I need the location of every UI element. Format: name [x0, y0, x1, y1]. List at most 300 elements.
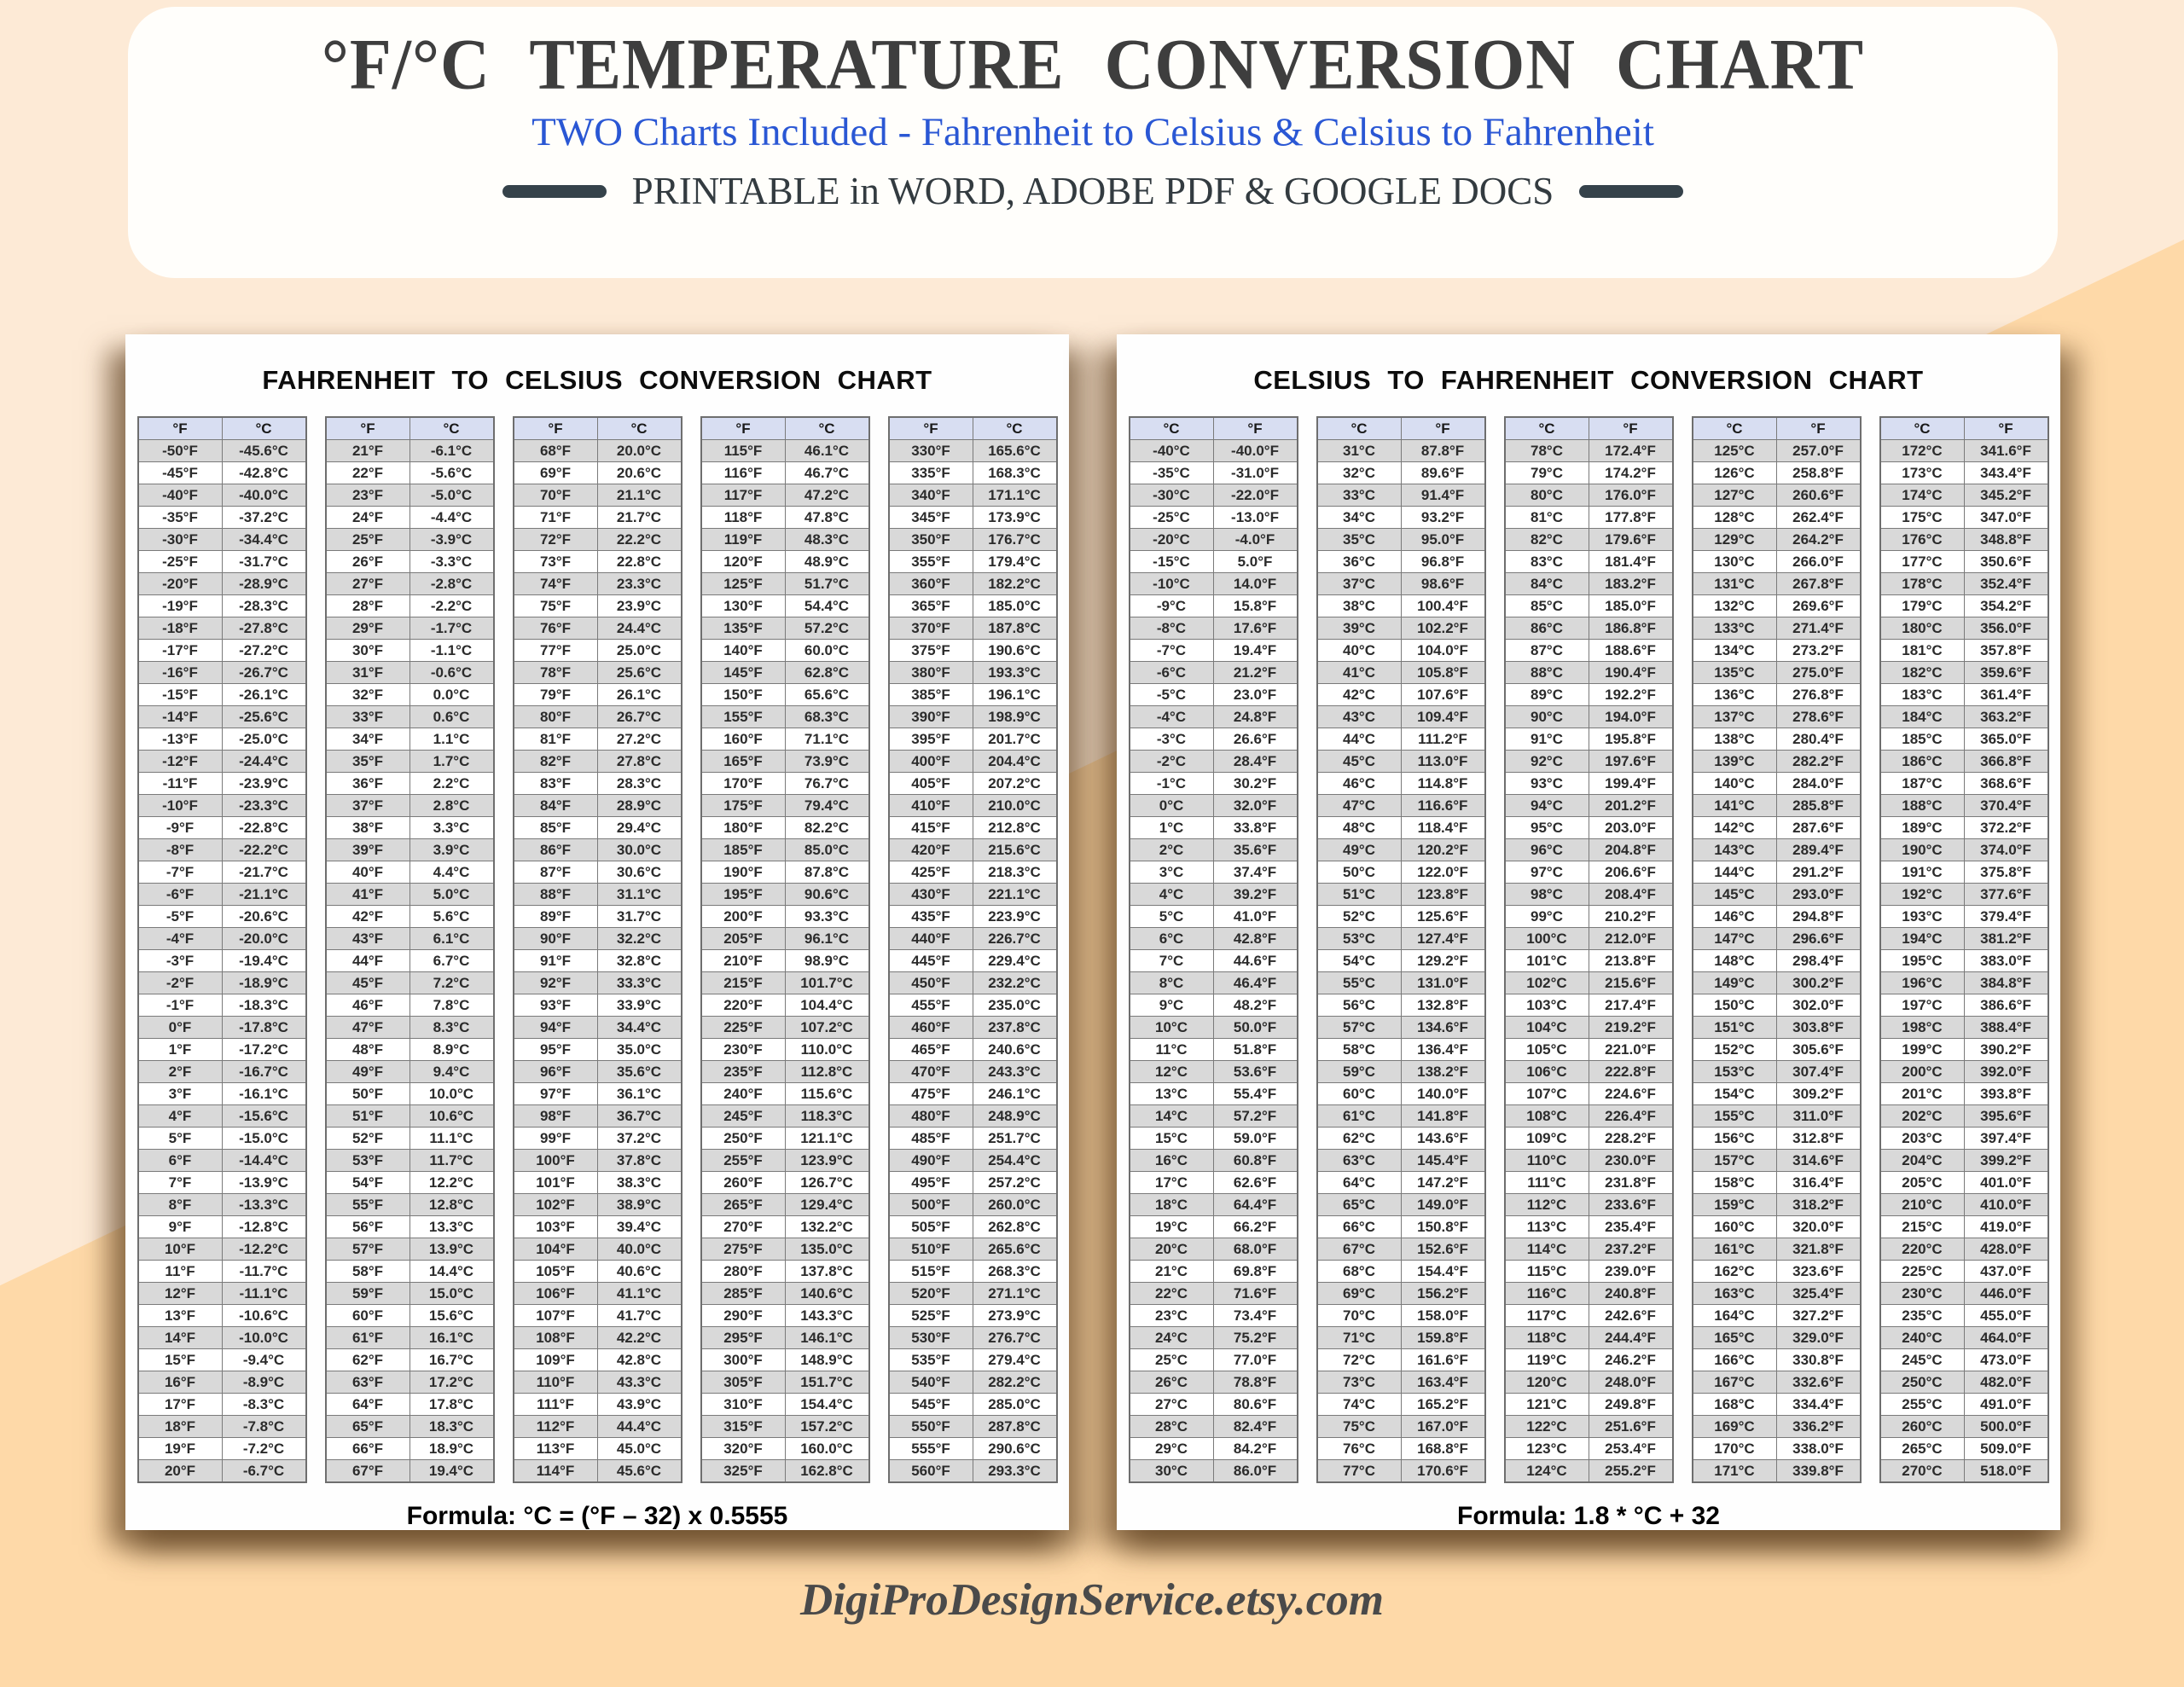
table-cell: 129.2°F: [1401, 950, 1485, 972]
conversion-table: [1879, 416, 2049, 1483]
table-cell: 395.6°F: [1964, 1105, 2048, 1128]
table-cell: 287.8°C: [973, 1416, 1057, 1438]
table-cell: 28°F: [326, 595, 410, 617]
table-cell: 309.2°F: [1776, 1083, 1861, 1105]
table-cell: 8.9°C: [410, 1039, 494, 1061]
table-cell: 47.2°C: [785, 484, 869, 507]
table-cell: 105°C: [1505, 1039, 1589, 1061]
table-row: [326, 1238, 494, 1261]
table-row: [1130, 1349, 1298, 1371]
table-row: [889, 706, 1057, 728]
table-cell: 237.2°F: [1589, 1238, 1673, 1261]
table-cell: 160°F: [701, 728, 786, 751]
table-row: [1880, 773, 2048, 795]
table-row: [1130, 484, 1298, 507]
table-cell: 199°C: [1880, 1039, 1965, 1061]
table-cell: 62.8°C: [785, 662, 869, 684]
table-cell: 37°C: [1317, 573, 1402, 595]
table-cell: 287.6°F: [1776, 817, 1861, 839]
table-cell: 30.2°F: [1213, 773, 1298, 795]
table-cell: 182.2°C: [973, 573, 1057, 595]
column-header: °C: [1130, 417, 1214, 440]
table-row: [1505, 1416, 1673, 1438]
table-cell: 249.8°F: [1589, 1394, 1673, 1416]
header-row: [1505, 417, 1673, 440]
table-cell: 92°F: [514, 972, 598, 994]
table-cell: 51.8°F: [1213, 1039, 1298, 1061]
table-row: [1693, 573, 1861, 595]
table-row: [1317, 817, 1485, 839]
table-cell: 20°C: [1130, 1238, 1214, 1261]
table-row: [1130, 728, 1298, 751]
table-cell: 12°C: [1130, 1061, 1214, 1083]
table-cell: 133°C: [1693, 617, 1777, 640]
table-cell: 131.0°F: [1401, 972, 1485, 994]
table-cell: 186.8°F: [1589, 617, 1673, 640]
table-cell: 0°F: [138, 1017, 223, 1039]
fahrenheit-to-celsius-page: [125, 334, 1069, 1530]
table-row: [138, 1238, 306, 1261]
table-cell: 78.8°F: [1213, 1371, 1298, 1394]
table-cell: 255°C: [1880, 1394, 1965, 1416]
table-cell: 97°C: [1505, 861, 1589, 884]
table-cell: 130°C: [1693, 551, 1777, 573]
table-row: [1693, 861, 1861, 884]
table-row: [701, 1083, 869, 1105]
table-cell: 137°C: [1693, 706, 1777, 728]
table-cell: 44.6°F: [1213, 950, 1298, 972]
table-cell: 44°C: [1317, 728, 1402, 751]
table-row: [1693, 595, 1861, 617]
table-cell: 26°F: [326, 551, 410, 573]
table-cell: 334.4°F: [1776, 1394, 1861, 1416]
table-cell: 285°F: [701, 1283, 786, 1305]
table-row: [138, 1105, 306, 1128]
table-cell: 311.0°F: [1776, 1105, 1861, 1128]
table-cell: 149.0°F: [1401, 1194, 1485, 1216]
table-cell: 134.6°F: [1401, 1017, 1485, 1039]
table-row: [138, 1438, 306, 1460]
table-row: [1880, 1105, 2048, 1128]
table-cell: 9°C: [1130, 994, 1214, 1017]
table-cell: 169°C: [1693, 1416, 1777, 1438]
table-row: [1130, 1327, 1298, 1349]
table-cell: 41.7°C: [597, 1305, 682, 1327]
table-cell: 188°C: [1880, 795, 1965, 817]
table-row: [889, 972, 1057, 994]
table-cell: 24.4°C: [597, 617, 682, 640]
table-cell: 72°F: [514, 529, 598, 551]
table-cell: -14°F: [138, 706, 223, 728]
table-cell: 307.4°F: [1776, 1061, 1861, 1083]
table-cell: -20.6°C: [222, 906, 306, 928]
table-cell: 123.8°F: [1401, 884, 1485, 906]
table-cell: 321.8°F: [1776, 1238, 1861, 1261]
table-row: [701, 884, 869, 906]
table-cell: -28.9°C: [222, 573, 306, 595]
table-cell: 24.8°F: [1213, 706, 1298, 728]
table-cell: 185°F: [701, 839, 786, 861]
table-cell: 192.2°F: [1589, 684, 1673, 706]
table-row: [701, 1172, 869, 1194]
table-cell: 102.2°F: [1401, 617, 1485, 640]
table-row: [1693, 662, 1861, 684]
table-cell: 80.6°F: [1213, 1394, 1298, 1416]
table-cell: -13°F: [138, 728, 223, 751]
table-row: [1693, 529, 1861, 551]
table-cell: -25.0°C: [222, 728, 306, 751]
table-row: [138, 950, 306, 972]
table-cell: 106°C: [1505, 1061, 1589, 1083]
table-cell: 219.2°F: [1589, 1017, 1673, 1039]
table-cell: 305°F: [701, 1371, 786, 1394]
table-row: [1317, 595, 1485, 617]
table-cell: -35°F: [138, 507, 223, 529]
table-row: [889, 839, 1057, 861]
table-cell: -34.4°C: [222, 529, 306, 551]
table-cell: 156°C: [1693, 1128, 1777, 1150]
table-cell: 213.8°F: [1589, 950, 1673, 972]
table-cell: 35.6°F: [1213, 839, 1298, 861]
table-row: [889, 906, 1057, 928]
table-cell: -45.6°C: [222, 440, 306, 462]
table-cell: 157°C: [1693, 1150, 1777, 1172]
table-row: [1505, 1172, 1673, 1194]
table-cell: 366.8°F: [1964, 751, 2048, 773]
table-row: [701, 817, 869, 839]
table-cell: 89°C: [1505, 684, 1589, 706]
table-cell: 38°F: [326, 817, 410, 839]
table-cell: 262.8°C: [973, 1216, 1057, 1238]
table-row: [1880, 1305, 2048, 1327]
table-cell: 158°C: [1693, 1172, 1777, 1194]
table-cell: 75.2°F: [1213, 1327, 1298, 1349]
table-row: [1130, 1216, 1298, 1238]
table-row: [1880, 1416, 2048, 1438]
table-cell: 144°C: [1693, 861, 1777, 884]
table-cell: 46°C: [1317, 773, 1402, 795]
table-cell: 383.0°F: [1964, 950, 2048, 972]
table-cell: 220°C: [1880, 1238, 1965, 1261]
table-cell: 161°C: [1693, 1238, 1777, 1261]
table-row: [889, 1438, 1057, 1460]
table-cell: -25°F: [138, 551, 223, 573]
table-cell: 107.2°C: [785, 1017, 869, 1039]
table-cell: 130°F: [701, 595, 786, 617]
table-cell: 131°C: [1693, 573, 1777, 595]
table-cell: 75°F: [514, 595, 598, 617]
table-cell: 24°F: [326, 507, 410, 529]
table-cell: 76°F: [514, 617, 598, 640]
table-row: [1505, 884, 1673, 906]
table-cell: -6°F: [138, 884, 223, 906]
table-row: [1693, 617, 1861, 640]
table-cell: -20°F: [138, 573, 223, 595]
table-cell: 102°C: [1505, 972, 1589, 994]
table-row: [701, 484, 869, 507]
table-row: [1505, 994, 1673, 1017]
table-cell: 96°F: [514, 1061, 598, 1083]
table-cell: 201.7°C: [973, 728, 1057, 751]
table-cell: 0.6°C: [410, 706, 494, 728]
table-row: [1693, 1017, 1861, 1039]
table-cell: -17°F: [138, 640, 223, 662]
table-cell: 63°F: [326, 1371, 410, 1394]
table-cell: -24.4°C: [222, 751, 306, 773]
table-row: [326, 440, 494, 462]
column-header: °C: [410, 417, 494, 440]
table-row: [701, 440, 869, 462]
table-cell: 1.1°C: [410, 728, 494, 751]
table-row: [514, 1194, 682, 1216]
table-row: [701, 1349, 869, 1371]
table-cell: -19°F: [138, 595, 223, 617]
table-cell: 134°C: [1693, 640, 1777, 662]
table-row: [1505, 1194, 1673, 1216]
table-cell: 155°F: [701, 706, 786, 728]
table-row: [1693, 1172, 1861, 1194]
table-cell: 392.0°F: [1964, 1061, 2048, 1083]
table-cell: -23.9°C: [222, 773, 306, 795]
table-cell: 27°F: [326, 573, 410, 595]
table-cell: 327.2°F: [1776, 1305, 1861, 1327]
table-cell: 197°C: [1880, 994, 1965, 1017]
table-cell: 120°C: [1505, 1371, 1589, 1394]
table-cell: 136.4°F: [1401, 1039, 1485, 1061]
table-cell: -30°F: [138, 529, 223, 551]
table-cell: 151°C: [1693, 1017, 1777, 1039]
table-cell: 135.0°C: [785, 1238, 869, 1261]
table-cell: 91°F: [514, 950, 598, 972]
conversion-table: [137, 416, 307, 1483]
table-cell: 31.7°C: [597, 906, 682, 928]
table-cell: 179.6°F: [1589, 529, 1673, 551]
table-row: [701, 1216, 869, 1238]
table-cell: 5°C: [1130, 906, 1214, 928]
table-cell: 215°C: [1880, 1216, 1965, 1238]
table-cell: 160.0°C: [785, 1438, 869, 1460]
table-cell: 71°F: [514, 507, 598, 529]
table-row: [326, 1150, 494, 1172]
table-cell: 22.2°C: [597, 529, 682, 551]
table-cell: 57.2°F: [1213, 1105, 1298, 1128]
table-cell: 460°F: [889, 1017, 973, 1039]
table-cell: 19.4°F: [1213, 640, 1298, 662]
table-cell: 13°F: [138, 1305, 223, 1327]
table-cell: 99°C: [1505, 906, 1589, 928]
table-row: [1880, 1061, 2048, 1083]
table-cell: 205°C: [1880, 1172, 1965, 1194]
table-cell: 510°F: [889, 1238, 973, 1261]
table-cell: 243.3°C: [973, 1061, 1057, 1083]
table-row: [701, 1394, 869, 1416]
table-cell: 166°C: [1693, 1349, 1777, 1371]
table-cell: 42.2°C: [597, 1327, 682, 1349]
table-row: [326, 972, 494, 994]
conversion-tables-f2c: [125, 416, 1069, 1483]
table-cell: 40°C: [1317, 640, 1402, 662]
table-cell: 199.4°F: [1589, 773, 1673, 795]
table-cell: 55°F: [326, 1194, 410, 1216]
table-row: [1505, 1039, 1673, 1061]
table-row: [889, 1194, 1057, 1216]
table-cell: 201.2°F: [1589, 795, 1673, 817]
table-cell: 20.0°C: [597, 440, 682, 462]
column-header: °C: [1693, 417, 1777, 440]
table-cell: 278.6°F: [1776, 706, 1861, 728]
table-cell: 25.6°C: [597, 662, 682, 684]
table-cell: 73°F: [514, 551, 598, 573]
table-cell: 167°C: [1693, 1371, 1777, 1394]
table-row: [326, 839, 494, 861]
table-row: [1130, 640, 1298, 662]
table-row: [1880, 1017, 2048, 1039]
table-cell: -28.3°C: [222, 595, 306, 617]
table-cell: 5.6°C: [410, 906, 494, 928]
table-cell: 300.2°F: [1776, 972, 1861, 994]
header-row: [701, 417, 869, 440]
table-row: [1317, 861, 1485, 884]
table-cell: 215.6°F: [1589, 972, 1673, 994]
table-cell: 41°C: [1317, 662, 1402, 684]
table-row: [326, 906, 494, 928]
table-cell: 90°C: [1505, 706, 1589, 728]
column-header: °F: [1964, 417, 2048, 440]
table-cell: 106°F: [514, 1283, 598, 1305]
table-cell: 172°C: [1880, 440, 1965, 462]
table-cell: 15°F: [138, 1349, 223, 1371]
table-cell: 212.8°C: [973, 817, 1057, 839]
table-row: [889, 617, 1057, 640]
table-cell: 4.4°C: [410, 861, 494, 884]
table-row: [1130, 1438, 1298, 1460]
table-cell: 500°F: [889, 1194, 973, 1216]
table-cell: 170.6°F: [1401, 1460, 1485, 1483]
table-cell: 222.8°F: [1589, 1061, 1673, 1083]
table-cell: 20°F: [138, 1460, 223, 1483]
table-cell: 95°C: [1505, 817, 1589, 839]
table-row: [701, 617, 869, 640]
table-cell: 155°C: [1693, 1105, 1777, 1128]
table-cell: -5°F: [138, 906, 223, 928]
table-cell: 39°C: [1317, 617, 1402, 640]
table-cell: 87°C: [1505, 640, 1589, 662]
table-cell: 168.3°C: [973, 462, 1057, 484]
table-cell: 76°C: [1317, 1438, 1402, 1460]
table-cell: 8°C: [1130, 972, 1214, 994]
table-cell: 210°C: [1880, 1194, 1965, 1216]
table-cell: 193°C: [1880, 906, 1965, 928]
table-cell: 260°C: [1880, 1416, 1965, 1438]
table-row: [1693, 839, 1861, 861]
table-cell: -7°C: [1130, 640, 1214, 662]
table-cell: 179°C: [1880, 595, 1965, 617]
chart-title-c2f: CELSIUS TO FAHRENHEIT CONVERSION CHART: [1253, 365, 1924, 395]
table-cell: 185.0°F: [1589, 595, 1673, 617]
table-cell: 180°C: [1880, 617, 1965, 640]
table-cell: 161.6°F: [1401, 1349, 1485, 1371]
table-row: [326, 884, 494, 906]
table-cell: 32.8°C: [597, 950, 682, 972]
table-cell: 109.4°F: [1401, 706, 1485, 728]
table-cell: 43°C: [1317, 706, 1402, 728]
table-row: [1130, 950, 1298, 972]
table-cell: 560°F: [889, 1460, 973, 1483]
table-row: [1505, 972, 1673, 994]
table-row: [1505, 906, 1673, 928]
table-cell: 5.0°F: [1213, 551, 1298, 573]
table-row: [701, 551, 869, 573]
table-cell: -11°F: [138, 773, 223, 795]
table-cell: 26.1°C: [597, 684, 682, 706]
table-cell: 225°F: [701, 1017, 786, 1039]
table-cell: 115°C: [1505, 1261, 1589, 1283]
table-cell: 230.0°F: [1589, 1150, 1673, 1172]
table-cell: 184°C: [1880, 706, 1965, 728]
table-cell: 12°F: [138, 1283, 223, 1305]
table-cell: 109°F: [514, 1349, 598, 1371]
table-cell: 60.8°F: [1213, 1150, 1298, 1172]
table-cell: -26.1°C: [222, 684, 306, 706]
table-row: [138, 1039, 306, 1061]
table-cell: 185°C: [1880, 728, 1965, 751]
table-row: [1505, 950, 1673, 972]
table-cell: 91.4°F: [1401, 484, 1485, 507]
table-cell: 53°F: [326, 1150, 410, 1172]
table-cell: 26.7°C: [597, 706, 682, 728]
table-cell: 86°C: [1505, 617, 1589, 640]
table-row: [326, 861, 494, 884]
table-cell: 365.0°F: [1964, 728, 2048, 751]
table-cell: 11.1°C: [410, 1128, 494, 1150]
table-cell: 266.0°F: [1776, 551, 1861, 573]
table-cell: 27.2°C: [597, 728, 682, 751]
table-cell: 246.1°C: [973, 1083, 1057, 1105]
table-cell: -23.3°C: [222, 795, 306, 817]
table-row: [1130, 1283, 1298, 1305]
table-row: [889, 928, 1057, 950]
table-cell: 150.8°F: [1401, 1216, 1485, 1238]
table-cell: 226.7°C: [973, 928, 1057, 950]
table-cell: 148°C: [1693, 950, 1777, 972]
table-cell: 5°F: [138, 1128, 223, 1150]
table-cell: 217.4°F: [1589, 994, 1673, 1017]
table-cell: 18°F: [138, 1416, 223, 1438]
table-row: [514, 551, 682, 573]
table-row: [1880, 884, 2048, 906]
table-cell: 151.7°C: [785, 1371, 869, 1394]
table-cell: 187°C: [1880, 773, 1965, 795]
table-cell: 450°F: [889, 972, 973, 994]
table-cell: 41.1°C: [597, 1283, 682, 1305]
table-cell: 221.0°F: [1589, 1039, 1673, 1061]
table-row: [326, 1327, 494, 1349]
table-cell: 303.8°F: [1776, 1017, 1861, 1039]
table-cell: 232.2°C: [973, 972, 1057, 994]
table-row: [1693, 1128, 1861, 1150]
table-cell: 23.3°C: [597, 573, 682, 595]
table-cell: 79.4°C: [785, 795, 869, 817]
table-cell: 200°C: [1880, 1061, 1965, 1083]
table-cell: 415°F: [889, 817, 973, 839]
table-cell: 206.6°F: [1589, 861, 1673, 884]
table-row: [889, 662, 1057, 684]
table-cell: 118.3°C: [785, 1105, 869, 1128]
table-cell: 355°F: [889, 551, 973, 573]
table-cell: 312.8°F: [1776, 1128, 1861, 1150]
table-row: [1317, 795, 1485, 817]
table-row: [701, 662, 869, 684]
